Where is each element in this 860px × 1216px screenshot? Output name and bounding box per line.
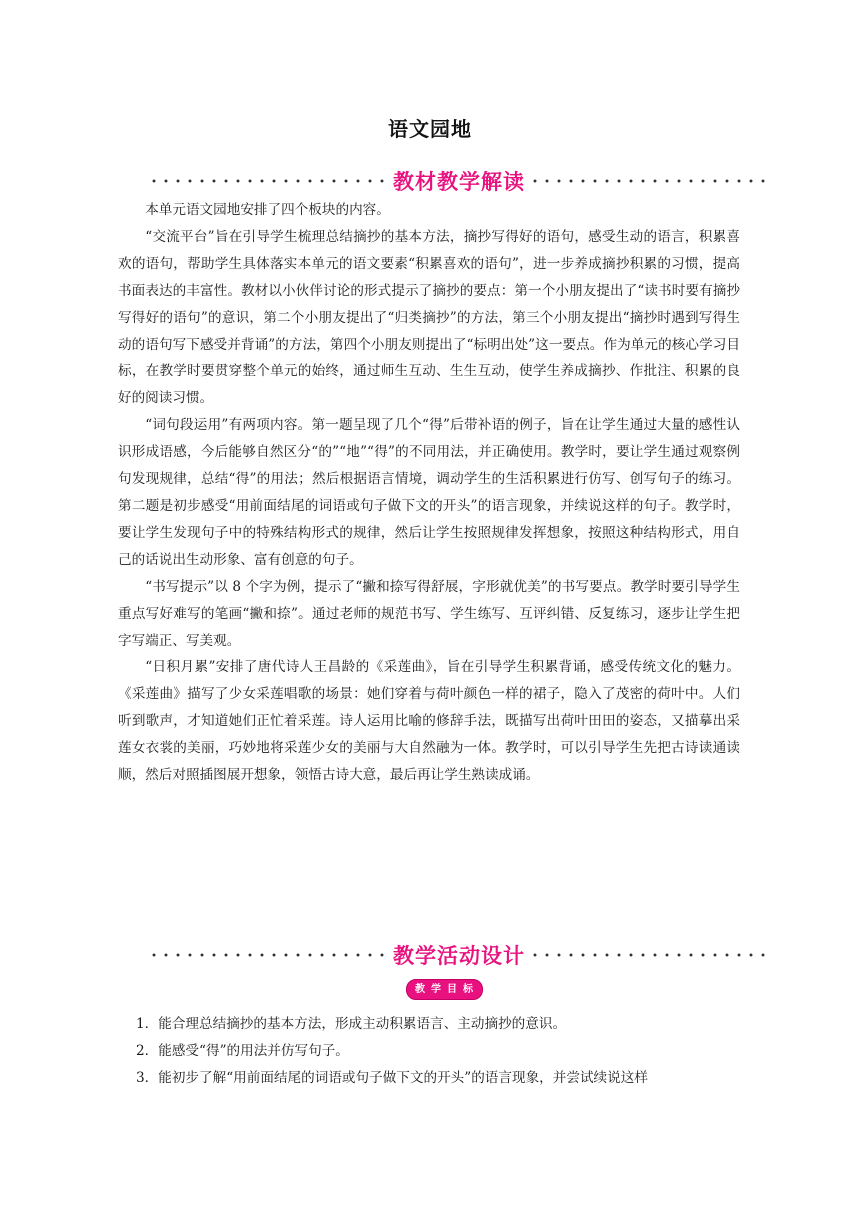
paragraph: “书写提示”以 8 个字为例，提示了“撇和捺写得舒展，字形就优美”的书写要点。教学时要引导学生重点写好难写的笔画“撇和捺”。通过老师的规范书写、学生练写、互评纠错、反复练习，逐步让学生把字写端正、写美观。 — [118, 578, 740, 649]
badge-char: 教 — [413, 982, 428, 997]
badge-char: 目 — [445, 982, 460, 997]
dotted-rule-right — [529, 179, 770, 183]
paragraph: 本单元语文园地安排了四个板块的内容。 — [145, 202, 390, 218]
goal-item: 1．能合理总结摘抄的基本方法，形成主动积累语言、主动摘抄的意识。 — [136, 1016, 567, 1032]
goal-item: 3．能初步了解“用前面结尾的词语或句子做下文的开头”的语言现象，并尝试续说这样 — [136, 1069, 648, 1086]
goal-item: 2．能感受“得”的用法并仿写句子。 — [136, 1042, 349, 1059]
paragraph: “交流平台”旨在引导学生梳理总结摘抄的基本方法，摘抄写得好的语句，感受生动的语言，积累喜欢的语句，帮助学生具体落实本单元的语文要素“积累喜欢的语句”，进一步养成摘抄积累的习惯，提高书面表达的丰富性。教材以小伙伴讨论的形式提示了摘抄的要点：第一个小朋友提出了“读书时要有摘抄写得好的语句”的意识，第二个小朋友提出了“归类摘抄”的方法，第三个小朋友提出“摘抄时遇到写得生动的语句写下感受并背诵”的方法，第四个小朋友则提出了“标明出处”这一要点。作为单元的核心学习目标，在教学时要贯穿整个单元的始终，通过师生互动、生生互动，使学生养成摘抄、作批注、积累的良好的阅读习惯。 — [118, 228, 740, 407]
section-body-1 — [118, 197, 740, 789]
badge-char: 学 — [429, 982, 444, 997]
teaching-goals-badge — [409, 979, 479, 999]
paragraph: “词句段运用”有两项内容。第一题呈现了几个“得”后带补语的例子，旨在让学生通过大量的感性认识形成语感，今后能够自然区分“的”“地”“得”的不同用法，并正确使用。教学时，要让学生通过观察例句发现规律，总结“得”的用法；然后根据语言情境，调动学生的生活积累进行仿写、创写句子的练习。第二题是初步感受“用前面结尾的词语或句子做下文的开头”的语言现象，并续说这样的句子。教学时，要让学生发现句子中的特殊结构形式的规律，然后让学生按照规律发挥想象，按照这种结构形式，用自己的话说出生动形象、富有创意的句子。 — [118, 417, 740, 568]
section-heading-1: 教材教学解读 — [393, 170, 525, 194]
section-banner-1 — [148, 166, 770, 196]
page-title: 语文园地 — [388, 117, 472, 141]
goals-list — [136, 1011, 740, 1092]
badge-pill — [406, 979, 483, 1000]
section-heading-2: 教学活动设计 — [393, 944, 525, 968]
dotted-rule-left — [148, 953, 389, 957]
dotted-rule-left — [148, 179, 389, 183]
dotted-rule-right — [529, 953, 770, 957]
section-banner-2 — [148, 940, 770, 970]
badge-char: 标 — [461, 982, 476, 997]
paragraph: “日积月累”安排了唐代诗人王昌龄的《采莲曲》，旨在引导学生积累背诵，感受传统文化的魅力。《采莲曲》描写了少女采莲唱歌的场景：她们穿着与荷叶颜色一样的裙子，隐入了茂密的荷叶中。人们听到歌声，才知道她们正忙着采莲。诗人运用比喻的修辞手法，既描写出荷叶田田的姿态，又描摹出采莲女衣裳的美丽，巧妙地将采莲少女的美丽与大自然融为一体。教学时，可以引导学生先把古诗读通读顺，然后对照插图展开想象，领悟古诗大意，最后再让学生熟读成诵。 — [118, 659, 740, 784]
